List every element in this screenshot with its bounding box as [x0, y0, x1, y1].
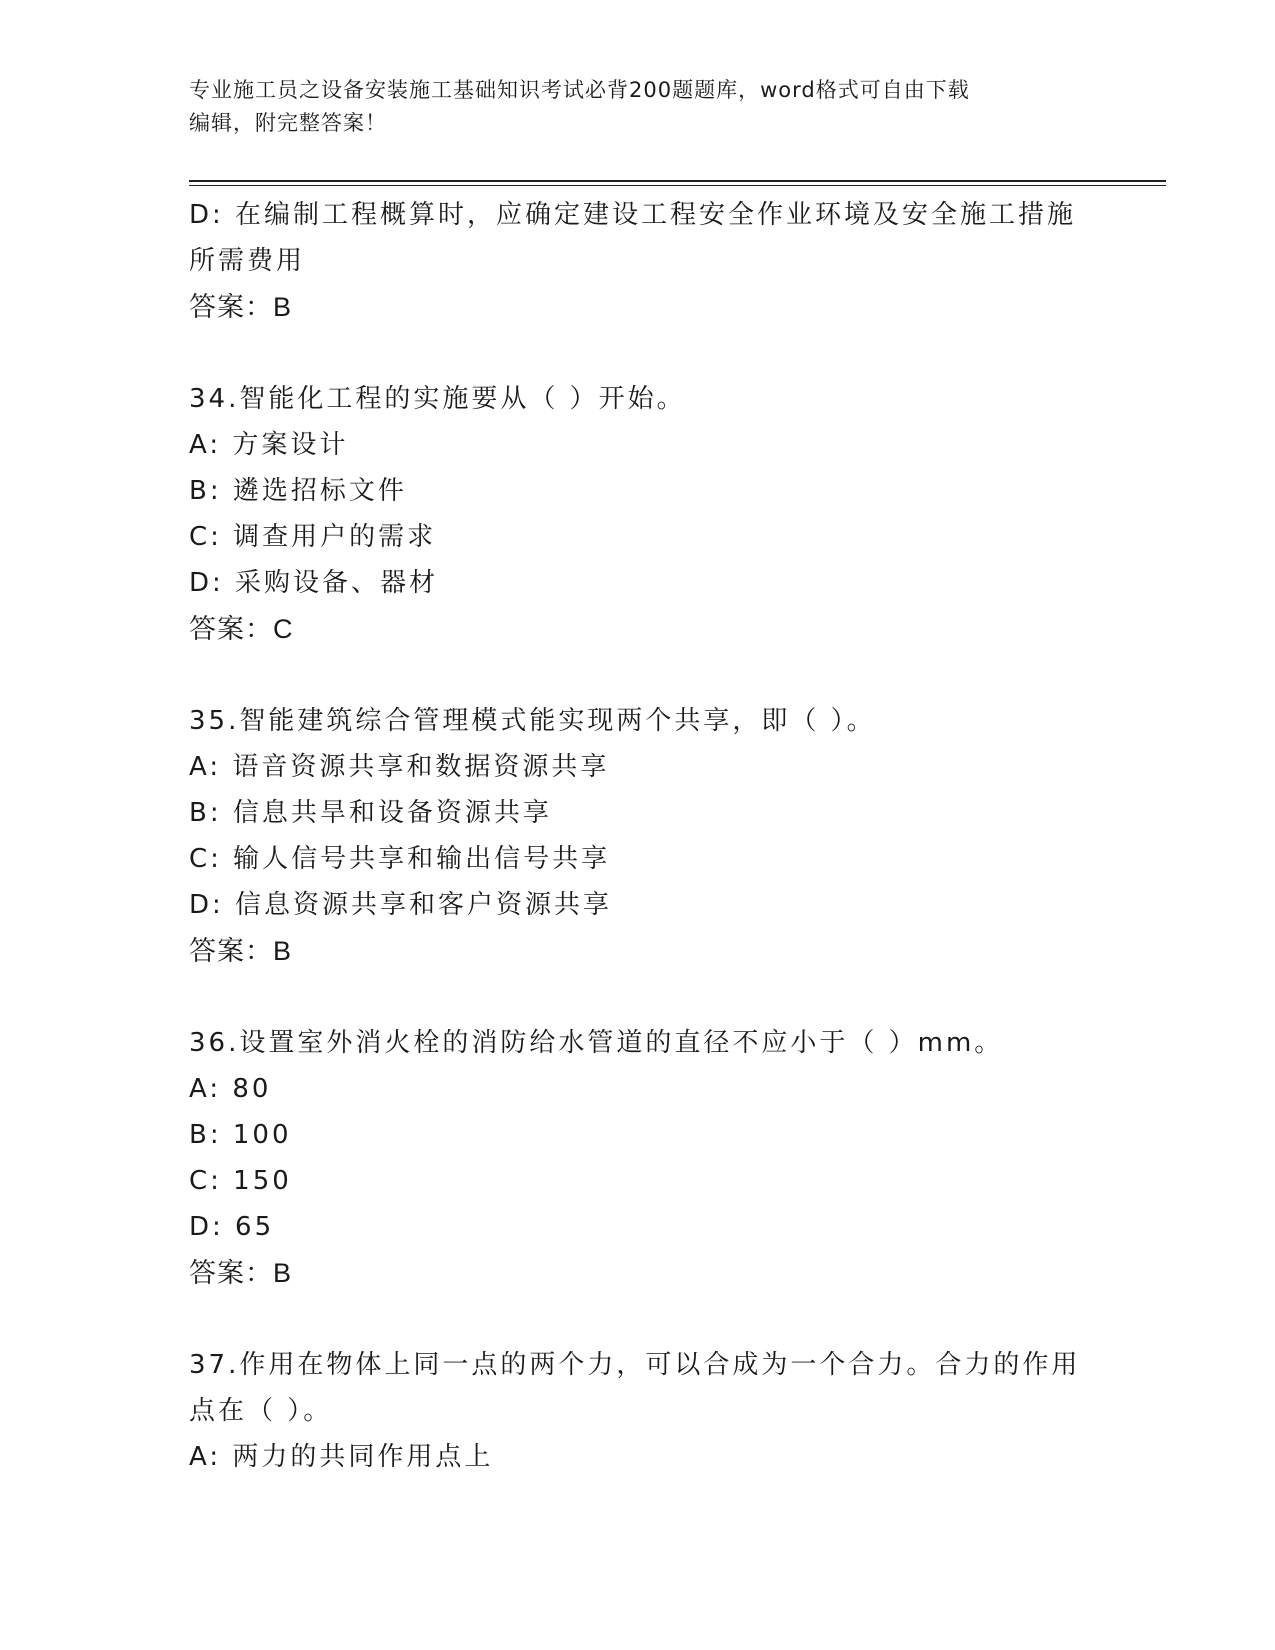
question-33-tail	[189, 192, 1089, 330]
option-a: A: 语音资源共享和数据资源共享	[189, 752, 610, 782]
spacer	[189, 974, 1089, 1020]
option-a: A: 80	[189, 1074, 272, 1104]
question-34	[189, 376, 1089, 652]
answer-line: 答案：B	[189, 936, 293, 966]
header-divider-thick	[189, 180, 1166, 182]
option-c: C: 150	[189, 1166, 292, 1196]
option-a: A: 两力的共同作用点上	[189, 1442, 494, 1472]
question-35	[189, 698, 1089, 974]
question-stem: 34.智能化工程的实施要从（ ）开始。	[189, 384, 686, 414]
option-d: D: 在编制工程概算时，应确定建设工程安全作业环境及安全施工措施	[189, 200, 1077, 230]
question-stem-continued: 点在（ ）。	[189, 1396, 333, 1426]
option-d-continued: 所需费用	[189, 246, 306, 276]
question-36	[189, 1020, 1089, 1296]
option-b: B: 100	[189, 1120, 292, 1150]
option-b: B: 信息共旱和设备资源共享	[189, 798, 552, 828]
option-d: D: 65	[189, 1212, 275, 1242]
question-stem: 37.作用在物体上同一点的两个力，可以合成为一个合力。合力的作用	[189, 1350, 1081, 1380]
question-stem: 36.设置室外消火栓的消防给水管道的直径不应小于（ ）mm。	[189, 1028, 1004, 1058]
spacer	[189, 1296, 1089, 1342]
answer-line: 答案：B	[189, 1258, 293, 1288]
answer-line: 答案：C	[189, 614, 294, 644]
header-divider-thin	[189, 185, 1166, 186]
question-list	[189, 192, 1089, 1480]
spacer	[189, 330, 1089, 376]
spacer	[189, 652, 1089, 698]
option-c: C: 调查用户的需求	[189, 522, 437, 552]
option-d: D: 采购设备、器材	[189, 568, 439, 598]
option-b: B: 遴选招标文件	[189, 476, 407, 506]
option-c: C: 输人信号共享和输出信号共享	[189, 844, 611, 874]
question-37	[189, 1342, 1089, 1480]
header-title-line-2: 编辑，附完整答案！	[189, 111, 387, 135]
document-header	[189, 74, 1089, 140]
question-stem: 35.智能建筑综合管理模式能实现两个共享，即（ ）。	[189, 706, 876, 736]
header-title-line-1: 专业施工员之设备安装施工基础知识考试必背200题题库，word格式可自由下载	[189, 78, 970, 102]
option-a: A: 方案设计	[189, 430, 349, 460]
answer-line: 答案：B	[189, 292, 293, 322]
option-d: D: 信息资源共享和客户资源共享	[189, 890, 613, 920]
